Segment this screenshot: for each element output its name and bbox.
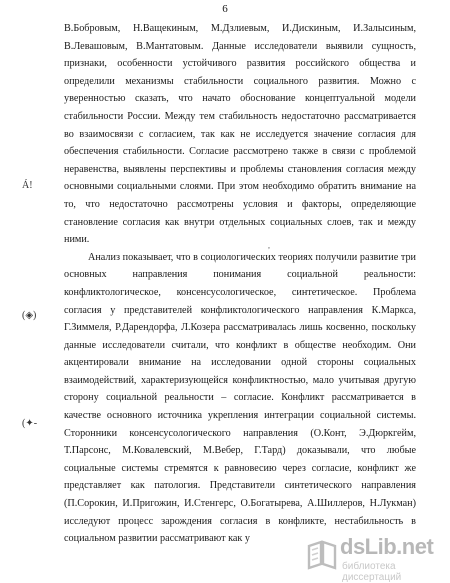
stray-mark: , [268, 241, 270, 250]
paragraph-1: В.Бобровым, Н.Ващекиным, М.Дзлиевым, И.Дискиным, И.Залысиным, В.Левашовым, В.Мантатовым. Данные исследователи выявили сущность, признаки, особенности устойчивого развития российского общества и определили механизмы стабильности социального развития. Можно с уверенностью сказать, что начато обоснование концептуальной модели стабильности России. Между тем стабильность недостаточно рассматривается во взаимосвязи с согласием, так как не исследуется значение согласия для обеспечения стабильности. Согласие рассмотрено также в связи с проблемой неравенства, выявлены перспективы и проблемы становления согласия между основными социальными слоями. При этом необходимо обратить внимание на то, что недостаточно рассмотрены условия и факторы, определяющие становление согласия как внутри отдельных социальных слоев, так и между ними. [64, 23, 416, 246]
margin-mark-1: Á! [22, 180, 33, 191]
watermark-title: dsLib.net [340, 534, 434, 559]
margin-mark-2: (◈) [22, 310, 37, 321]
paragraph-2: Анализ показывает, что в социологических теориях получили развитие три основных направления понимания социальной реальности: конфликтологическое, консенсусологическое, синтетическое. Проблема согласия у представителей конфликтологического направления К.Маркса, Г.Зиммеля, Р.Дарендорфа, Л.Козера рассматривалась лишь косвенно, поскольку данные исследователи считали, что конфликт в обществе необходим. Они акцентировали внимание на исследовании одной стороны социальных взаимодействий, характеризующейся конфликтностью, мало учитывая другую сторону социальной реальности – согласие. Конфликт рассматривается в качестве основного источника укрепления интеграции социальной системы. Сторонники консенсусологического направления (О.Конт, Э.Дюркгейм, Т.Парсонс, М.Ковалевский, М.Вебер, Г.Тард) доказывали, что любые социальные системы стремятся к равновесию через согласие, конфликт же представляет как патология. Представители синтетического направления (П.Сорокин, И.Пригожин, И.Стенгерс, О.Богатырева, А.Шиллеров, Н.Лукман) исследуют процесс зарождения согласия в конфликте, нестабильность в социальном развитии рассматривают как у [64, 251, 416, 545]
margin-mark-3: (✦- [22, 418, 38, 429]
page-number: 6 [222, 3, 228, 15]
watermark[interactable] [304, 534, 444, 583]
page-body [64, 20, 416, 548]
watermark-subtitle: библиотека диссертаций [342, 561, 402, 583]
book-logo-icon [304, 536, 340, 572]
